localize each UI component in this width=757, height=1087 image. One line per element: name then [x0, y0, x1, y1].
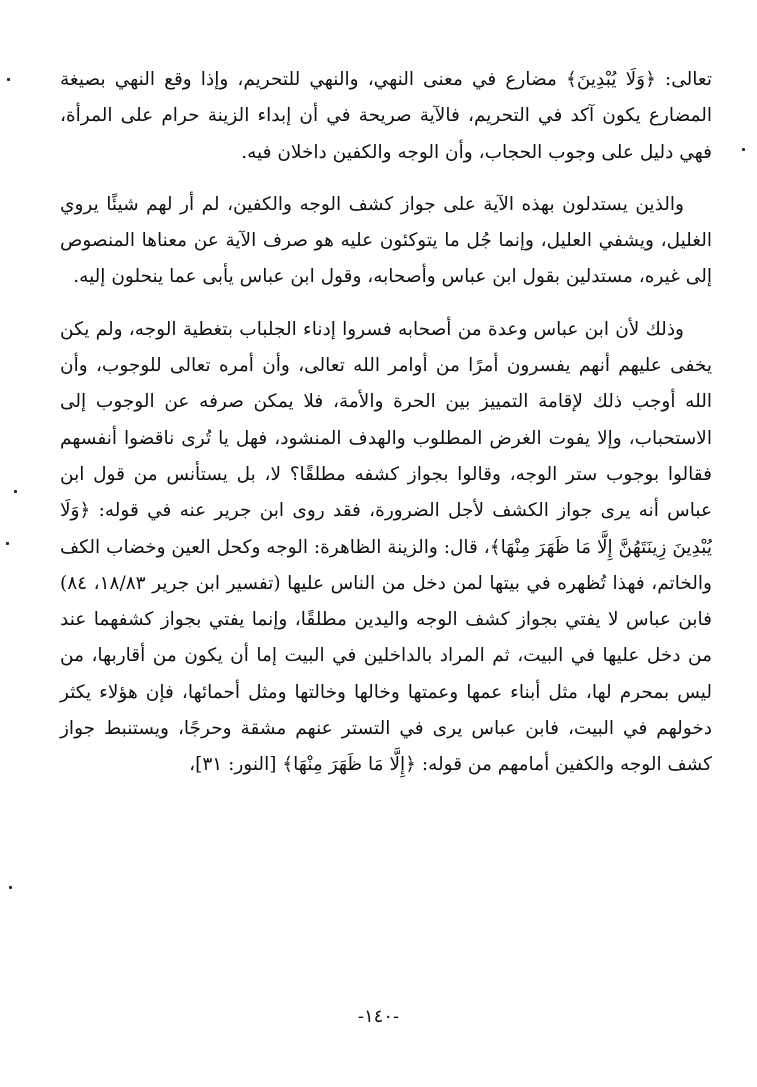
- scan-speck: [742, 148, 745, 151]
- scan-speck: [6, 542, 9, 545]
- scan-speck: [7, 78, 10, 81]
- page-number: -١٤٠-: [357, 1006, 400, 1027]
- paragraph-2: والذين يستدلون بهذه الآية على جواز كشف الوجه والكفين، لم أر لهم شيئًا يروي الغليل، ويشفي العليل، وإنما جُل ما يتوكئون عليه هو صرف الآية عن معناها المنصوص إلى غيره، مستدلين بقول ابن عباس وأصحابه، وقول ابن عباس يأبى عما ينحلون إليه.: [60, 193, 712, 288]
- page-body: [60, 62, 712, 800]
- paragraph-3: وذلك لأن ابن عباس وعدة من أصحابه فسروا إدناء الجلباب بتغطية الوجه، ولم يكن يخفى عليهم أنهم يفسرون أمرًا من أوامر الله تعالى، وأن أمره تعالى للوجوب، وأن الله أوجب ذلك لإقامة التمييز بين الحرة والأمة، فلا يمكن صرفه عن الوجوب إلى الاستحباب، وإلا يفوت الغرض المطلوب والهدف المنشود، فهل يا تُرى ناقضوا أنفسهم فقالوا بوجوب ستر الوجه، وقالوا بجواز كشفه مطلقًا؟ لا، بل يستأنس من قول ابن عباس أنه يرى جواز الكشف لأجل الضرورة، فقد روى ابن جرير عنه في قوله: ﴿وَلَا يُبْدِينَ زِينَتَهُنَّ إِلَّا مَا ظَهَرَ مِنْهَا﴾، قال: والزينة الظاهرة: الوجه وكحل العين وخضاب الكف والخاتم، فهذا تُظهره في بيتها لمن دخل من الناس عليها (تفسير ابن جرير ١٨/٨٣، ٨٤) فابن عباس لا يفتي بجواز كشف الوجه واليدين مطلقًا، وإنما يفتي بجواز كشفهما عند من دخل عليها في البيت، ثم المراد بالداخلين في البيت إما أن يكون من أقاربها، من ليس بمحرم لها، مثل أبناء عمها وعمتها وخالها وخالتها ومثل أحمائها، فإن هؤلاء يكثر دخولهم في البيت، فابن عباس يرى في التستر عنهم مشقة وحرجًا، ويستنبط جواز كشف الوجه والكفين أمامهم من قوله: ﴿إِلَّا مَا ظَهَرَ مِنْهَا﴾ [النور: ٣١]،: [60, 318, 712, 776]
- scan-speck: [9, 886, 12, 889]
- paragraph-1: تعالى: ﴿وَلَا يُبْدِينَ﴾ مضارع في معنى النهي، والنهي للتحريم، وإذا وقع النهي بصيغة المضارع يكون آكد في التحريم، فالآية صريحة في أن إبداء الزينة حرام على المرأة، فهي دليل على وجوب الحجاب، وأن الوجه والكفين داخلان فيه.: [60, 69, 712, 163]
- scan-speck: [14, 490, 17, 493]
